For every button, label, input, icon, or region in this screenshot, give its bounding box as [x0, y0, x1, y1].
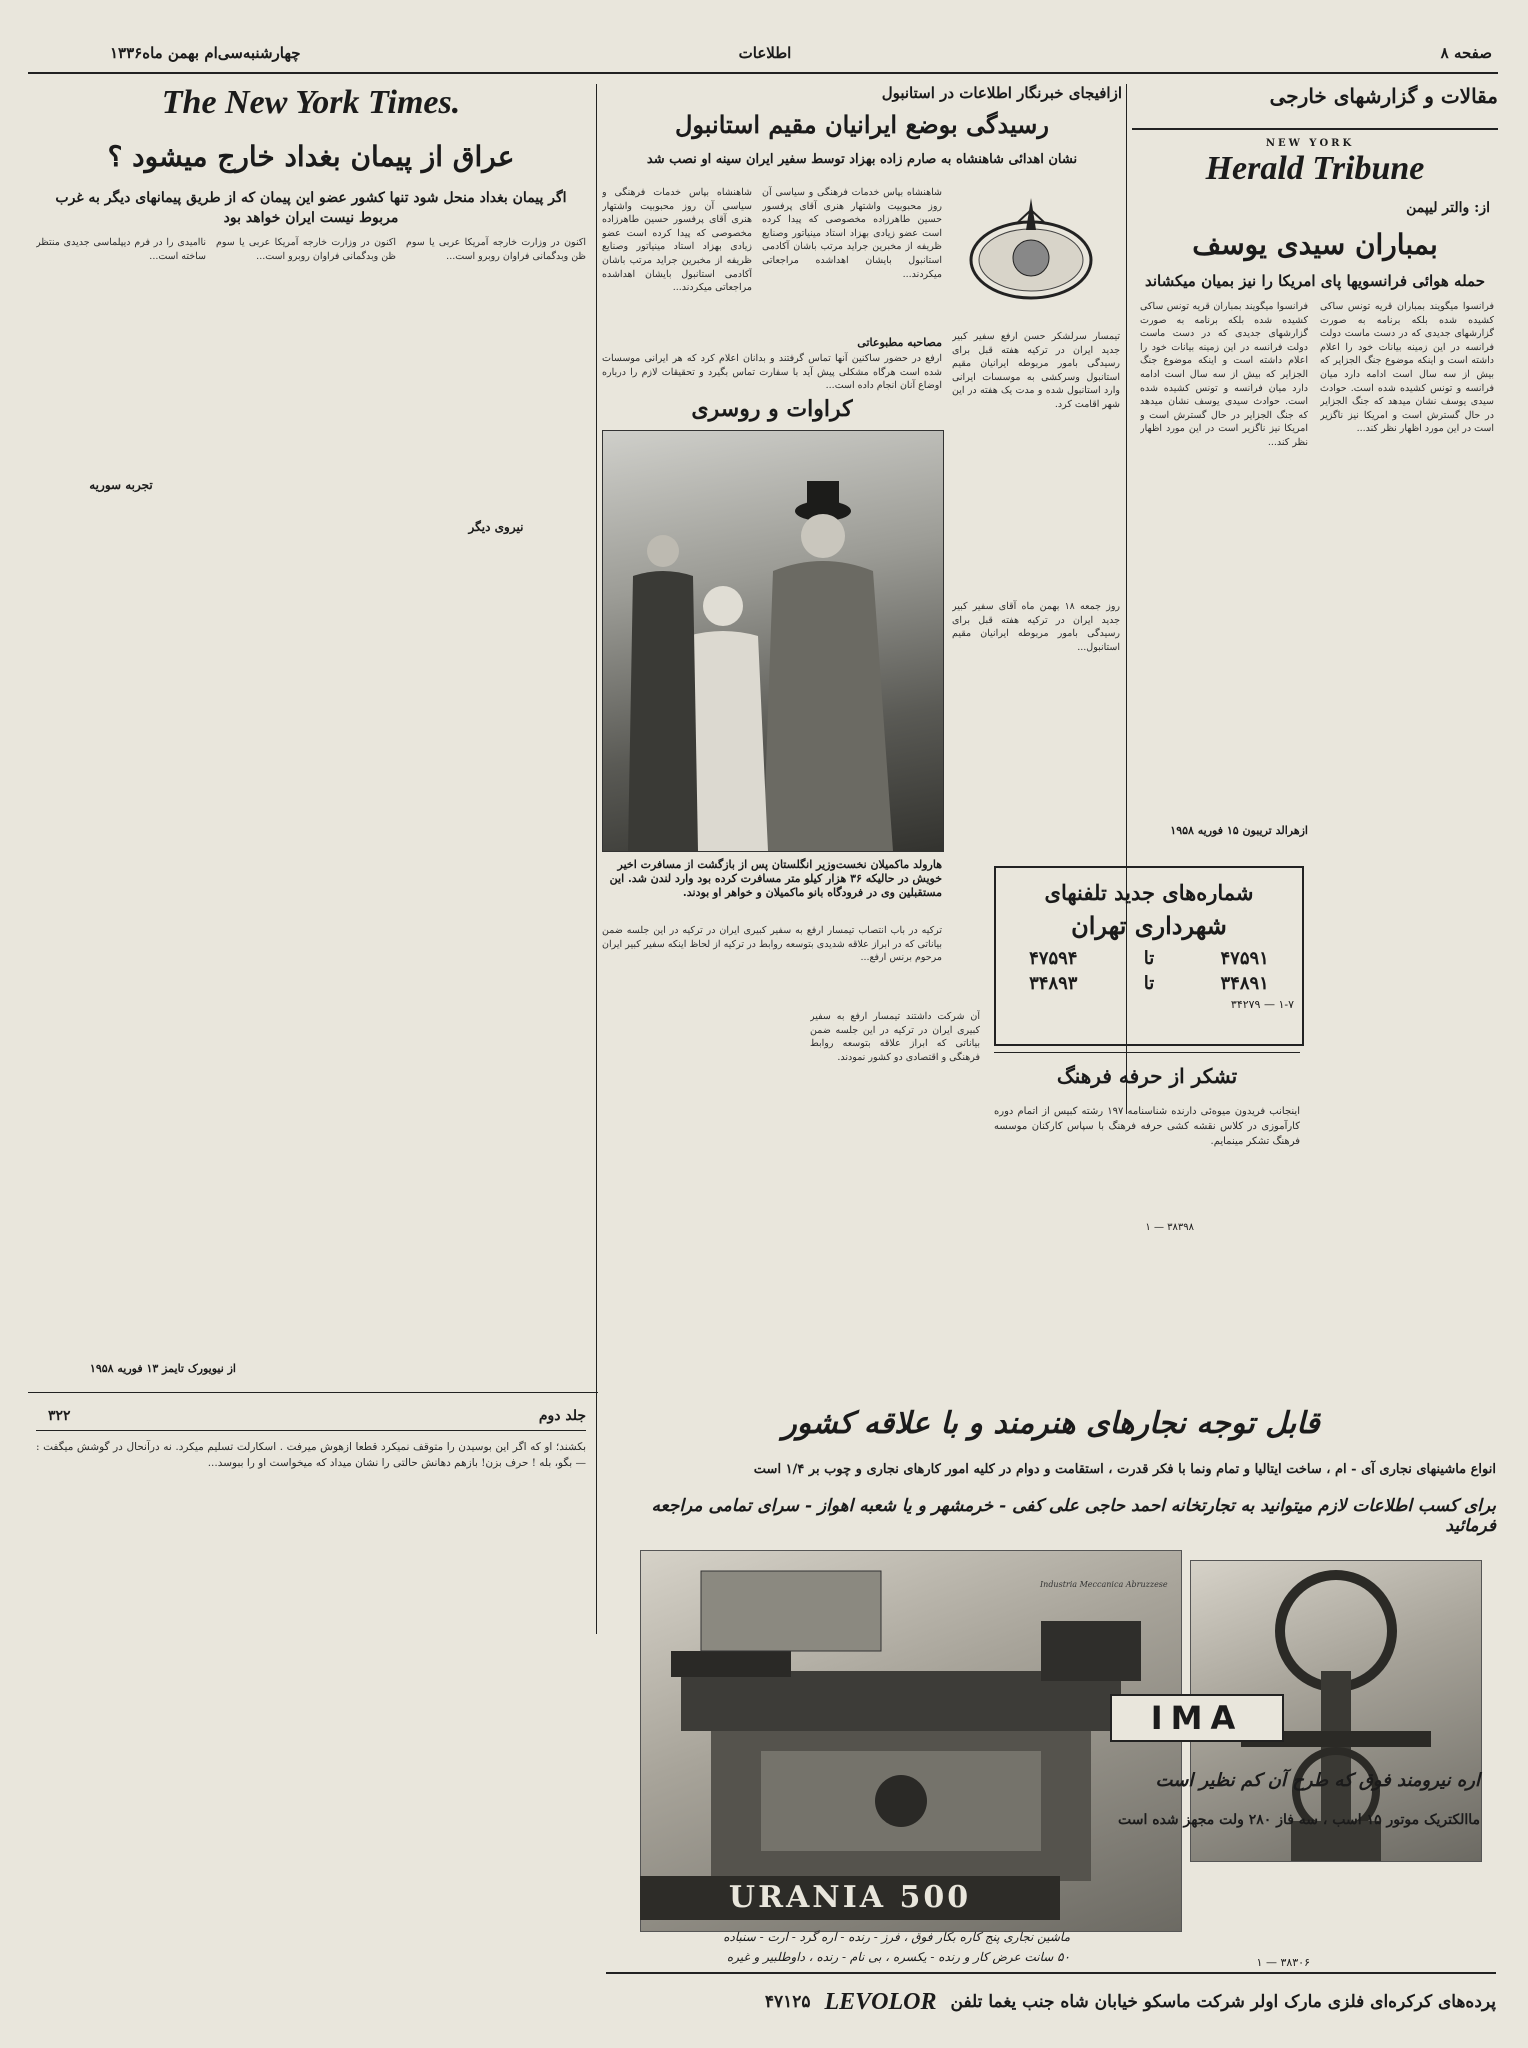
middle-subheadline: نشان اهدائی شاهنشاه به صارم زاده بهزاد توسط سفیر ایران سینه او نصب شد [646, 152, 1078, 167]
thanks-title: تشکر از حرفه فرهنگ [1056, 1064, 1238, 1088]
section-title: مقالات و گزارشهای خارجی [1269, 84, 1498, 108]
page-label: صفحه ۸ [1440, 44, 1492, 62]
serial-volume: جلد دوم [538, 1408, 586, 1424]
left-body-col3: اکنون در وزارت خارجه آمریکا عربی یا سوم ظن وبدگمانی فراوان روبرو است... [406, 237, 586, 262]
left-headline: عراق از پیمان بغداد خارج میشود ؟ [107, 140, 515, 173]
left-subheadline: اگر پیمان بغداد منحل شود تنها کشور عضو این پیمان که از طریق پیمانهای دیگر به غرب مربوط نیست ایران خواهد بود [55, 190, 567, 226]
ad-headline: قابل توجه نجارهای هنرمند و با علاقه کشور [782, 1406, 1320, 1441]
interview-label: مصاحبه مطبوعاتی [857, 336, 942, 349]
serial-body: بکشند؛ او که اگر این بوسیدن را متوقف نمیکرد قطعا ازهوش میرفت . اسکارلت تسلیم میکرد. نه درآنحال در گوشش میگفت : — بگو، بله ! حرف بزن! بازهم دهانش حالتی را نشان میداد که میخواست او را ببوسد... [36, 1441, 586, 1469]
middle-bottom-body: ترکیه در باب انتصاب تیمسار ارفع به سفیر کبیری ایران در ترکیه در این جلسه ضمن بیاناتی که در ابراز علاقه شدیدی بتوسعه روابط در ترکیه از لحاظ اینکه سفیر کبیر ایران مرحوم برنس ارفع... [602, 925, 942, 964]
planer-machine-icon [641, 1551, 1181, 1931]
right-subheadline: حمله هوائی فرانسویها پای امریکا را نیز بمیان میکشاند [1145, 272, 1485, 290]
serial-page-number: ۳۲۲ [48, 1408, 71, 1424]
serial-rule [36, 1430, 586, 1431]
thanks-body: اینجانب فریدون میوه‌ئی دارنده شناسنامه ۱۹۷ رشته کبیس از اتمام دوره کارآموزی در کلاس نقشه کشی حرفه فرهنگ با سپاس کارکنان موسسه فرهنگ تشکر مینمایم. [994, 1106, 1300, 1147]
right-body-col1: فرانسوا میگویند بمباران قریه تونس ساکی کشیده شده بلکه برنامه به صورت گزارشهای جدیدی که در دست ماست دولت فرانسه در این زمینه بیانات خود را اعلام داشته است و اینکه موضوع جنگ الجزایر که بیش از سه سال است ادامه دارد میان فرانسه و تونس کشیده شده است. حوادث سیدی یوسف نشان میدهد که جنگ الجزایر در حال گسترش است و امریکا نیز ناگزیر است در این مورد اظهار نظر کند... [1140, 301, 1308, 448]
left-subhead-1: نیروی دیگر [406, 520, 586, 534]
footer-ad [606, 1982, 1496, 2022]
globe-emblem-icon [956, 190, 1106, 310]
phone-box-subtitle: شهرداری تهران [1071, 911, 1227, 940]
right-headline: بمباران سیدی یوسف [1192, 228, 1438, 261]
model-banner: URANIA 500 [640, 1876, 1060, 1920]
phone-from: ۳۴۸۹۱ [1220, 973, 1269, 994]
middle-bottom-body-right: آن شرکت داشتند تیمسار ارفع به سفیر کبیری ایران در ترکیه در این جلسه ضمن بیاناتی که ابراز علاقه بتوسعه روابط فرهنگی و اقتصادی دو کشور نمودند. [810, 1011, 980, 1063]
ad-caption-2: ۵۰ سانت عرض کار و رنده - یکسره ، بی نام - رنده ، داوطلبیر و غیره [726, 1950, 1070, 1964]
photo-caption-title: کراوات و روسری [691, 396, 853, 422]
masthead-small: NEW YORK [1265, 138, 1355, 149]
left-body-col1: ناامیدی را در فرم دیپلماسی جدیدی منتظر ساخته است... [36, 237, 206, 262]
herald-tribune-masthead: Herald Tribune [1205, 150, 1425, 187]
left-subhead-2: تجربه سوریه [36, 478, 206, 492]
footer-ad-rule [606, 1972, 1496, 1974]
middle-headline: رسیدگی بوضع ایرانیان مقیم استانبول [674, 110, 1050, 139]
photo-figures-icon [603, 431, 943, 851]
emblem-image [956, 190, 1106, 310]
phone-box [994, 866, 1304, 1046]
phone-row: ۳۴۸۹۳ تا ۳۴۸۹۱ [1029, 973, 1269, 994]
issue-date: چهارشنبه‌سی‌ام بهمن ماه۱۳۳۶ [110, 44, 301, 62]
news-photo [602, 430, 944, 852]
section-rule [1132, 128, 1498, 130]
phone-to: ۴۷۵۹۴ [1029, 948, 1078, 969]
phone-from: ۴۷۵۹۱ [1220, 948, 1269, 969]
ad-spec-motor: ماالکتریک موتور ۱۵ اسب ، سه فاز ۲۸۰ ولت مجهز شده است [1118, 1812, 1480, 1828]
phone-box-title: شماره‌های جدید تلفنهای [1044, 880, 1254, 905]
phone-row: ۴۷۵۹۴ تا ۴۷۵۹۱ [1029, 948, 1269, 969]
right-footer: ازهرالد تریبون ۱۵ فوریه ۱۹۵۸ [1170, 824, 1308, 837]
paper-name: اطلاعات [738, 44, 792, 62]
ad-caption: ماشین نجاری پنج کاره بکار فوق ، فرز - رنده - اره گرد - ارت - سنباده [723, 1930, 1070, 1944]
ad-line-2: برای کسب اطلاعات لازم میتوانید به تجارتخانه احمد حاجی علی کفی - خرمشهر و یا شعبه اهواز - سرای تمامی مراجعه فرمائید [651, 1496, 1496, 1536]
author: از: والتر لیپمن [1406, 200, 1490, 216]
footer-ad-brand: LEVOLOR [824, 1988, 937, 2015]
section-rule [994, 1052, 1300, 1053]
middle-body-col3b: روز جمعه ۱۸ بهمن ماه آقای سفیر کبیر جدید ایران در ترکیه هفته قبل برای رسیدگی بامور مربوطه ایرانیان مقیم استانبول... [952, 601, 1120, 653]
interview-body: ارفع در حضور ساکنین آنها تماس گرفتند و بدانان اعلام کرد که هر ایرانی موسسات شده است هرگاه مشکلی پیش آید با سفارت تماس بگیرد و تحقیقات لازم را درباره اوضاع آنان انجام داده است... [602, 353, 942, 392]
middle-body-col2: شاهنشاه بپاس خدمات فرهنگی و سیاسی آن روز محبوبیت واشتهار هنری آقای پرفسور حسین طاهرزاده مخصوصی که پیدا کرده است عضو زیادی بهزاد استاد مینیاتور وصنایع ظریفه از مخبرین جراید مرتب باشان آکادمی استانبول بایشان اهداشده مراجعاتی میکردند... [762, 187, 942, 280]
left-footer: از نیویورک تایمز ۱۳ فوریه ۱۹۵۸ [36, 1362, 236, 1375]
brand-sub-label: Industria Meccanica Abruzzese [1040, 1580, 1168, 1589]
middle-kicker: ازافیجای خبرنگار اطلاعات در استانبول [881, 84, 1122, 102]
photo-caption: هارولد ماکمیلان نخست‌وزیر انگلستان پس از بازگشت از مسافرت اخیر خویش در حالیکه ۳۶ هزار کیلو متر مسافرت کرده بود وارد لندن شد. این مستقبلین وی در فرودگاه بانو ماکمیلان و خواهر او بودند. [609, 858, 942, 899]
footer-ad-phone: ۴۷۱۲۵ [764, 1992, 811, 2012]
nyt-masthead: The New York Times. [161, 84, 461, 121]
footer-ad-text: پرده‌های کرکره‌ای فلزی مارک اولر شرکت ماسکو خیابان شاه جنب یغما تلفن [950, 1992, 1496, 2012]
ima-logo: IMA [1110, 1694, 1284, 1742]
machine-image [640, 1550, 1182, 1932]
header-rule [28, 72, 1498, 74]
phone-box-code: ۱-۷ — ۳۴۲۷۹ [1230, 998, 1294, 1011]
phone-to: ۳۴۸۹۳ [1029, 973, 1078, 994]
ad-line-1: انواع ماشینهای نجاری آی - ام ، ساخت ایتالیا و تمام ونما با فکر قدرت ، استقامت و دوام در کلیه امور کارهای نجاری و چوب بر ۱/۴ است [753, 1462, 1496, 1477]
ad-code: ۳۸۳۰۶ — ۱ [1256, 1956, 1310, 1969]
thanks-code: ۳۸۳۹۸ — ۱ [1145, 1222, 1194, 1233]
section-rule [28, 1392, 598, 1393]
middle-body-col3: تیمسار سرلشکر حسن ارفع سفیر کبیر جدید ایران در ترکیه هفته قبل برای رسیدگی بامور مربوطه ایرانیان مقیم استانبول وسرکشی به موسسات ایرانی وارد استانبول شده و مدت یک هفته در این شهر اقامت کرد. [952, 331, 1120, 410]
middle-body-col1: شاهنشاه بپاس خدمات فرهنگی و سیاسی آن روز محبوبیت واشتهار هنری آقای پرفسور حسین طاهرزاده مخصوصی که پیدا کرده است عضو زیادی بهزاد استاد مینیاتور وصنایع ظریفه از مخبرین جراید مرتب باشان آکادمی استانبول بایشان اهداشده مراجعاتی میکردند... [602, 187, 752, 294]
column-divider [596, 84, 597, 1634]
right-body-col2: فرانسوا میگویند بمباران قریه تونس ساکی کشیده شده بلکه برنامه به صورت گزارشهای جدیدی که در دست ماست دولت فرانسه در این زمینه بیانات خود را اعلام داشته است و اینکه موضوع جنگ الجزایر که بیش از سه سال است ادامه دارد میان فرانسه و تونس کشیده شده است. حوادث سیدی یوسف نشان میدهد که جنگ الجزایر در حال گسترش است و امریکا نیز ناگزیر است در این مورد اظهار نظر کند... [1320, 301, 1494, 435]
left-body-col2: اکنون در وزارت خارجه آمریکا عربی یا سوم ظن وبدگمانی فراوان روبرو است... [216, 237, 396, 262]
ad-spec-saw: اره نیرومند فوق که طرح آن کم نظیر است [1155, 1770, 1480, 1791]
